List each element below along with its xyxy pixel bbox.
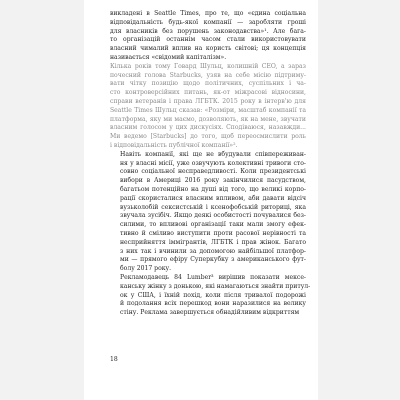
text-line: сто контроверсійних питань, як-от міжрасові відносини,	[110, 89, 306, 97]
text-line: несприйняття іммігрантів, ЛГБТК і прав жінок. Багато	[120, 238, 306, 246]
text-line: вати чітку позицію щодо політичних, суспільних і ча-	[110, 80, 306, 88]
text-line: й подолання всіх перешкод вони наразилися на велику	[120, 300, 306, 308]
paragraph	[110, 151, 306, 274]
text-line: то організацій останнім часом стали використовувати	[110, 36, 306, 44]
text-line: почесний голова Starbucks, узяв на себе місію підтриму-	[110, 71, 306, 79]
page-number: 18	[110, 356, 118, 363]
text-line: ня у власні місії, уже озвучують колективні тривоги сто-	[120, 159, 306, 167]
text-line: вузьколобій сексистській і ксенофобській риториці, яка	[120, 203, 306, 211]
text-line: канську жінку з донькою, які намагаються знайти притул-	[120, 282, 311, 290]
text-line: Кілька років тому Говард Шульц, колишній CEO, а зараз	[110, 62, 306, 70]
text-line: тивно й сміливо виступити проти расової нерівності та	[120, 229, 306, 237]
text-line: власним голосом у цих дискусіях. Сподіваюся, назавжди...	[110, 124, 306, 132]
book-page	[84, 0, 318, 400]
text-line: Навіть компанії, які ще не вбудували співпереживан-	[120, 150, 306, 158]
text-line: рації скористалися власним впливом, аби давати відсіч	[120, 194, 306, 202]
text-line: совно соціальної несправедливості. Коли президентські	[120, 168, 306, 176]
paragraph	[110, 273, 311, 318]
text-line: власний чималий вплив на користь світові; ця концепція	[110, 45, 306, 53]
text-line: з них так і вчинили за допомогою найбільшої платфор-	[120, 247, 306, 255]
body-text	[110, 10, 311, 318]
paragraph	[110, 63, 306, 151]
text-line: викладені в Seattle Times, про те, що «єдина соціальна	[110, 10, 306, 17]
paragraph	[110, 10, 306, 63]
text-line: болу 2017 року.	[120, 265, 172, 273]
text-line: звучала зусібіч. Якщо деякі особистості почувалися без-	[120, 212, 306, 220]
text-line: силими, то впливові організації таки мали змогу ефек-	[120, 221, 306, 229]
text-line: стіну. Реклама завершується обнадійливим відкриттям	[120, 309, 300, 317]
text-line: Seattle Times Шульц сказав: «Розміри, масштаб компанії та	[110, 106, 306, 114]
text-line: багатьом потенційно на душі від того, що великі корпо-	[120, 185, 306, 193]
text-line: ок у США, і їхній похід, коли після тривалої подорожі	[120, 291, 306, 299]
text-line: ми — прямого ефіру Суперкубку з американського фут-	[120, 256, 306, 264]
text-line: вибори в Америці 2016 року закінчилися пасудством,	[120, 177, 306, 185]
text-line: Рекламодавець 84 Lumber³ вирішив показати мексе-	[120, 273, 306, 281]
text-line: для власників без порушень законодавства»¹. Але бага-	[110, 27, 306, 35]
text-line: Ми ведемо [Starbucks] до того, щоб переосмислити роль	[110, 133, 306, 141]
text-line: платформа, яку ми маємо, дозволяють, як на мене, звучати	[110, 115, 306, 123]
text-line: відповідальність будь-якої компанії — заробляти гроші	[110, 18, 306, 26]
text-line: справи ветеранів і права ЛГБТК. 2015 року в інтерв'ю для	[110, 97, 306, 105]
text-line: і відповідальність публічної компанії»².	[110, 141, 238, 149]
text-line: називається «свідомий капіталізм».	[110, 53, 227, 61]
